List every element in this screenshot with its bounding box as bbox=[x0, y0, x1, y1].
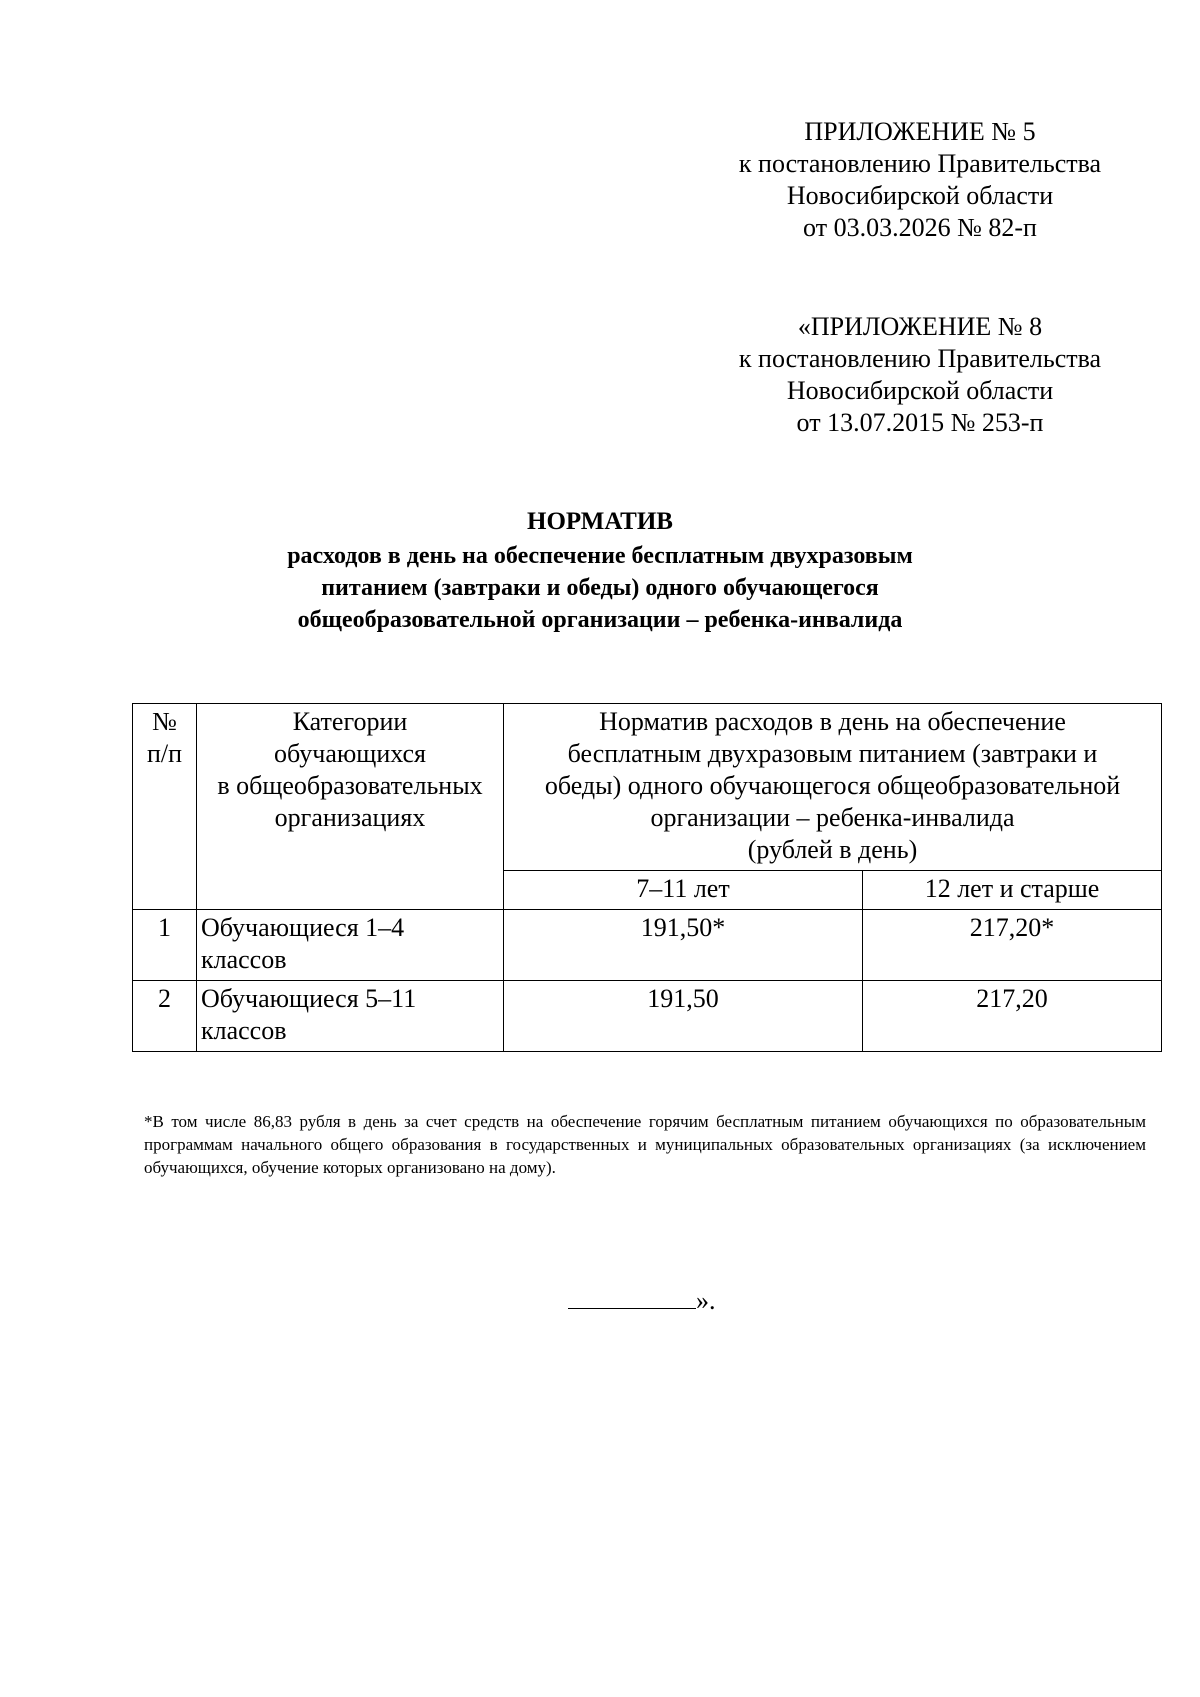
row-number: 1 bbox=[133, 910, 197, 981]
appendix-title: «ПРИЛОЖЕНИЕ № 8 bbox=[797, 312, 1043, 341]
row-value-7-11: 191,50* bbox=[504, 910, 863, 981]
row-number: 2 bbox=[133, 981, 197, 1052]
table-header-row bbox=[133, 704, 1162, 871]
appendix-date: от 03.03.2026 № 82-п bbox=[803, 213, 1037, 242]
separator-line bbox=[568, 1284, 696, 1309]
norm-table bbox=[132, 703, 1162, 1052]
appendix-header-amended bbox=[700, 311, 1140, 439]
table-row bbox=[133, 910, 1162, 981]
row-value-7-11: 191,50 bbox=[504, 981, 863, 1052]
row-category: Обучающиеся 5–11 классов bbox=[197, 981, 504, 1052]
header-age-12-plus: 12 лет и старше bbox=[863, 871, 1162, 910]
title-main: НОРМАТИВ bbox=[527, 508, 673, 535]
appendix-header-new bbox=[700, 116, 1140, 244]
appendix-date: от 13.07.2015 № 253-п bbox=[796, 408, 1044, 437]
appendix-ref: к постановлению Правительства bbox=[738, 149, 1102, 178]
header-category: Категории обучающихся в общеобразовательных организациях bbox=[197, 704, 504, 910]
footnote: *В том числе 86,83 рубля в день за счет средств на обеспечение горячим бесплатным питанием обучающихся по образовательным программам начального общего образования в государственных и муниципальных образовательных организациях (за исключением обучающихся, обучение которых организовано на дому). bbox=[144, 1112, 1146, 1177]
table-row bbox=[133, 981, 1162, 1052]
header-norm: Норматив расходов в день на обеспечение бесплатным двухразовым питанием (завтраки и обеды) одного обучающегося общеобразовательной организации – ребенка-инвалида (рублей в день) bbox=[504, 704, 1162, 871]
title-line: общеобразовательной организации – ребенка-инвалида bbox=[297, 607, 903, 633]
appendix-region: Новосибирской области bbox=[786, 181, 1054, 210]
row-value-12-plus: 217,20* bbox=[863, 910, 1162, 981]
appendix-title: ПРИЛОЖЕНИЕ № 5 bbox=[804, 117, 1036, 146]
appendix-region: Новосибирской области bbox=[786, 376, 1054, 405]
header-number: № п/п bbox=[133, 704, 197, 910]
document-title bbox=[160, 506, 1040, 636]
title-line: расходов в день на обеспечение бесплатным двухразовым bbox=[287, 543, 913, 569]
appendix-ref: к постановлению Правительства bbox=[738, 344, 1102, 373]
row-category: Обучающиеся 1–4 классов bbox=[197, 910, 504, 981]
header-age-7-11: 7–11 лет bbox=[504, 871, 863, 910]
closing-quote: ». bbox=[696, 1286, 716, 1315]
title-line: питанием (завтраки и обеды) одного обучающегося bbox=[321, 575, 879, 601]
row-value-12-plus: 217,20 bbox=[863, 981, 1162, 1052]
closing-mark bbox=[568, 1284, 716, 1317]
